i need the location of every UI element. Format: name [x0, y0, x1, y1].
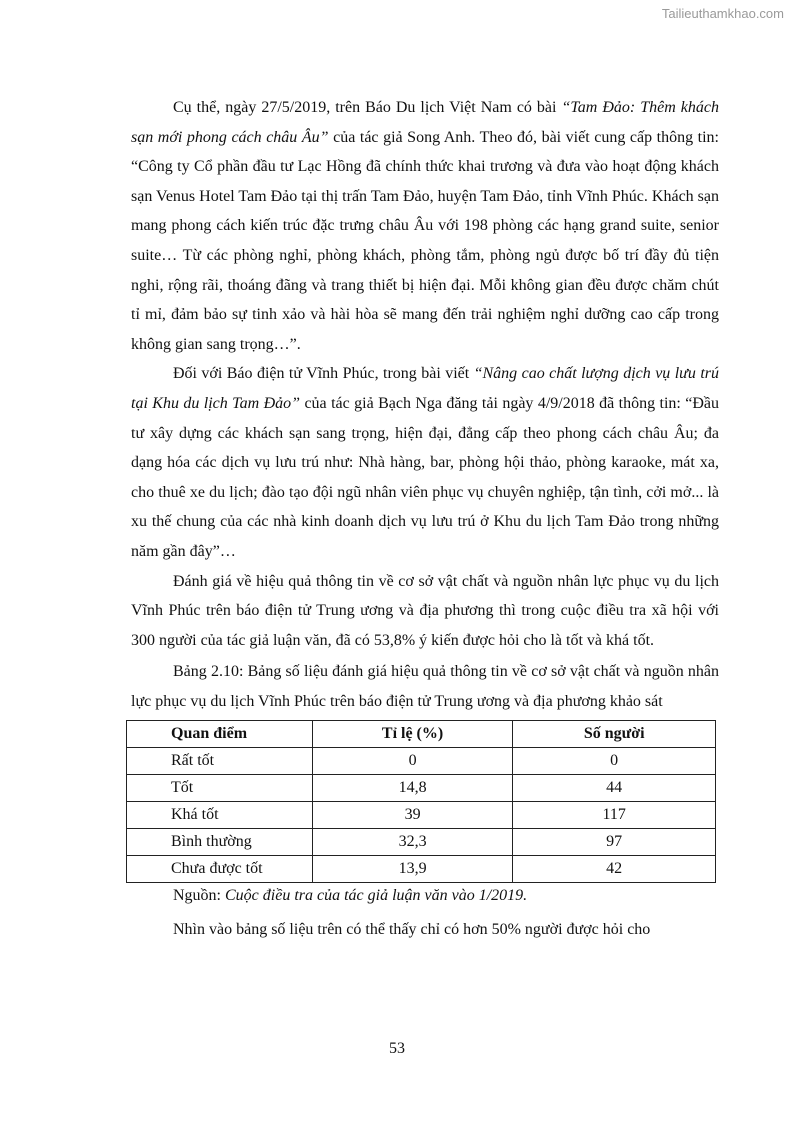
- paragraph-2: [131, 359, 719, 566]
- article-title: “Nâng cao chất lượng dịch vụ lưu trú tại Khu du lịch Tam Đảo”: [131, 365, 719, 412]
- table-cell: Tốt: [127, 775, 313, 802]
- table-source: [131, 883, 719, 909]
- data-table: [126, 720, 716, 883]
- table-cell: 13,9: [312, 856, 513, 883]
- table-caption: Bảng 2.10: Bảng số liệu đánh giá hiệu quả thông tin về cơ sở vật chất và nguồn nhân lực phục vụ du lịch Vĩnh Phúc trên báo điện tử Trung ương và địa phương khảo sát: [131, 663, 719, 710]
- table-cell: 14,8: [312, 775, 513, 802]
- paragraph-4: Nhìn vào bảng số liệu trên có thể thấy chỉ có hơn 50% người được hỏi cho: [173, 921, 651, 939]
- table-cell: Bình thường: [127, 829, 313, 856]
- table-row: [127, 829, 716, 856]
- table-row: [127, 775, 716, 802]
- table-cell: 32,3: [312, 829, 513, 856]
- text: của tác giả Song Anh. Theo đó, bài viết cung cấp thông tin: “Công ty Cổ phần đầu tư Lạc Hồng đã chính thức khai trương và đưa vào hoạt động khách sạn Venus Hotel Tam Đảo tại thị trấn Tam Đảo, huyện Tam Đảo, tỉnh Vĩnh Phúc. Khách sạn mang phong cách kiến trúc đặc trưng châu Âu với 198 phòng các hạng grand suite, senior suite… Từ các phòng nghỉ, phòng khách, phòng tắm, phòng ngủ được bố trí đầy đủ tiện nghi, rộng rãi, thoáng đãng và trang thiết bị hiện đại. Mỗi không gian đều được chăm chút tỉ mỉ, đảm bảo sự tinh xảo và hài hòa sẽ mang đến trải nghiệm nghỉ dưỡng cao cấp trong không gian sang trọng…”.: [131, 128, 719, 353]
- source-text: Cuộc điều tra của tác giả luận văn vào 1/2019.: [225, 887, 528, 905]
- table-cell: Chưa được tốt: [127, 856, 313, 883]
- table-cell: 0: [513, 748, 716, 775]
- table-cell: 39: [312, 802, 513, 829]
- table-cell: Rất tốt: [127, 748, 313, 775]
- text: Cụ thể, ngày 27/5/2019, trên Báo Du lịch Việt Nam có bài: [173, 99, 562, 116]
- header-cell: Tỉ lệ (%): [312, 721, 513, 748]
- source-label: Nguồn:: [173, 887, 225, 905]
- table-cell: Khá tốt: [127, 802, 313, 829]
- table-row: [127, 802, 716, 829]
- table-row: [127, 748, 716, 775]
- table-cell: 117: [513, 802, 716, 829]
- table-row: [127, 856, 716, 883]
- table-cell: 97: [513, 829, 716, 856]
- table-cell: 0: [312, 748, 513, 775]
- table-header-row: [127, 721, 716, 748]
- paragraph-3: Đánh giá về hiệu quả thông tin về cơ sở vật chất và nguồn nhân lực phục vụ du lịch Vĩnh Phúc trên báo điện tử Trung ương và địa phương thì trong cuộc điều tra xã hội với 300 người của tác giả luận văn, đã có 53,8% ý kiến được hỏi cho là tốt và khá tốt.: [131, 572, 719, 649]
- header-cell: Số người: [513, 721, 716, 748]
- page-number: 53: [389, 1040, 405, 1057]
- header-cell: Quan điểm: [127, 721, 313, 748]
- text: Đối với Báo điện tử Vĩnh Phúc, trong bài viết: [173, 365, 474, 383]
- watermark: Tailieuthamkhao.com: [661, 6, 784, 21]
- table-cell: 42: [513, 856, 716, 883]
- document-body: [131, 93, 719, 945]
- table-cell: 44: [513, 775, 716, 802]
- text: của tác giả Bạch Nga đăng tải ngày 4/9/2018 đã thông tin: “Đầu tư xây dựng các khách sạn sang trọng, hiện đại, đẳng cấp theo phong cách châu Âu; đa dạng hóa các dịch vụ lưu trú như: Nhà hàng, bar, phòng hội thảo, phòng karaoke, mát xa, cho thuê xe du lịch; đào tạo đội ngũ nhân viên phục vụ chuyên nghiệp, tận tình, cởi mở... là xu thế chung của các nhà kinh doanh dịch vụ lưu trú ở Khu du lịch Tam Đảo trong những năm gần đây”…: [131, 394, 720, 560]
- paragraph-1: [131, 93, 719, 359]
- article-title: “Tam Đảo: Thêm khách sạn mới phong cách châu Âu”: [131, 99, 719, 146]
